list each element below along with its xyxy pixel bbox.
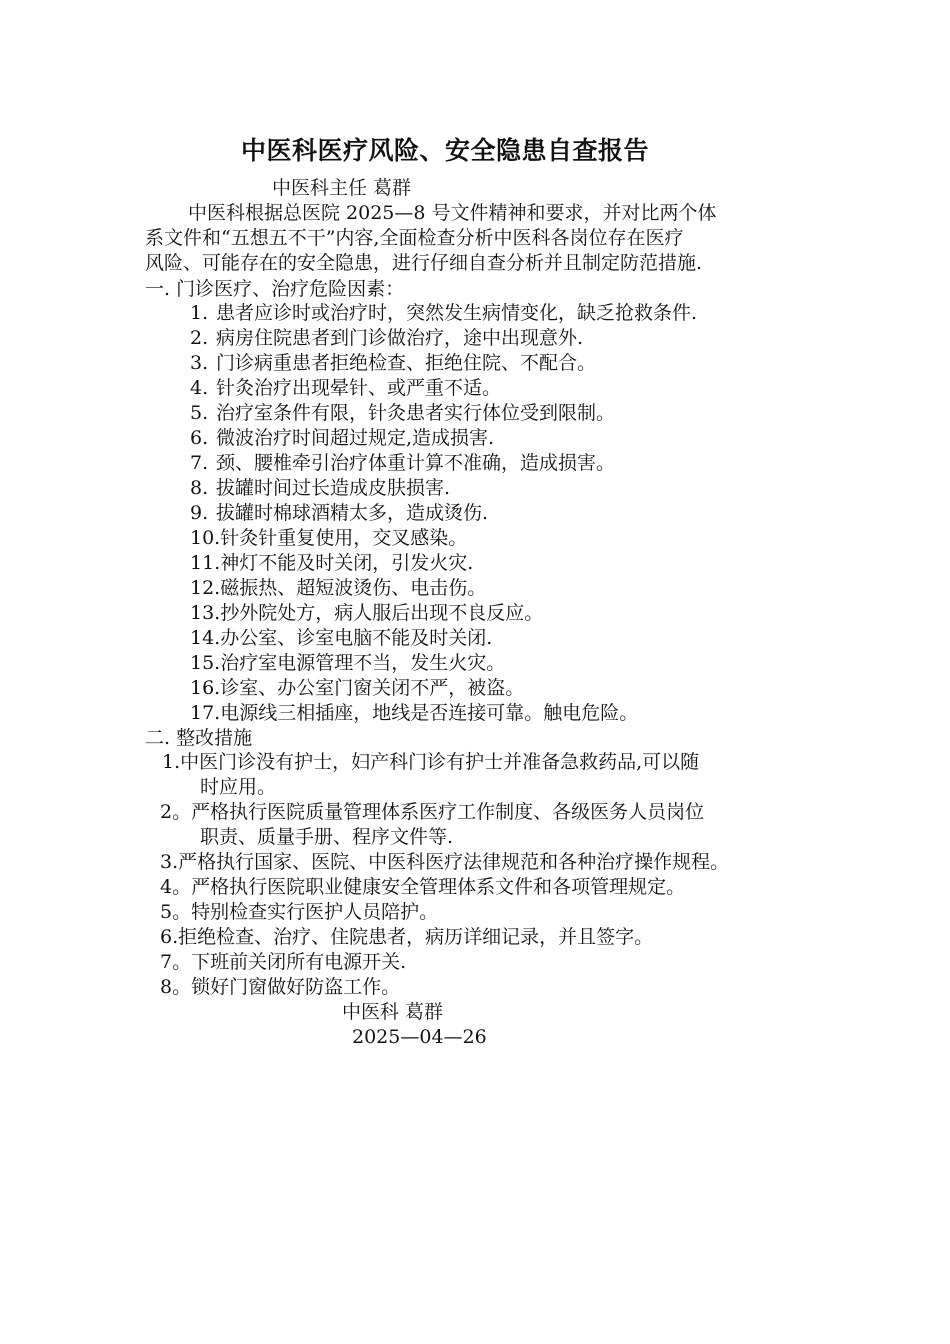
measure-item: 2。严格执行医院质量管理体系医疗工作制度、各级医务人员岗位 bbox=[160, 801, 705, 823]
risk-item bbox=[190, 450, 615, 476]
risk-item-number: 1. bbox=[190, 302, 209, 324]
signature-name: 中医科 葛群 bbox=[342, 1001, 444, 1023]
risk-item-number: 2. bbox=[190, 327, 209, 349]
measure-item: 8。锁好门窗做好防盗工作。 bbox=[160, 976, 401, 998]
risk-item-number: 7. bbox=[190, 452, 209, 474]
risk-item-number: 12. bbox=[190, 577, 221, 599]
risk-item-text: 门诊病重患者拒绝检查、拒绝住院、不配合。 bbox=[216, 352, 597, 374]
risk-item-number: 4. bbox=[190, 377, 209, 399]
measure-item-continuation: 职责、质量手册、程序文件等. bbox=[200, 826, 454, 848]
risk-item-number: 16. bbox=[190, 677, 221, 699]
risk-item bbox=[190, 575, 486, 601]
risk-item bbox=[190, 425, 494, 451]
risk-item-text: 针灸针重复使用，交叉感染。 bbox=[220, 527, 468, 549]
risk-item-number: 5. bbox=[190, 402, 209, 424]
measure-item: 5。特别检查实行医护人员陪护。 bbox=[160, 901, 439, 923]
risk-item bbox=[190, 400, 615, 426]
measure-item: 6.拒绝检查、治疗、住院患者，病历详细记录，并且签字。 bbox=[160, 926, 654, 948]
risk-item bbox=[190, 675, 524, 701]
section1-heading: 一. 门诊医疗、治疗危险因素： bbox=[145, 278, 405, 300]
risk-item-number: 17. bbox=[190, 702, 221, 724]
risk-item-text: 颈、腰椎牵引治疗体重计算不准确，造成损害。 bbox=[216, 452, 616, 474]
risk-item bbox=[190, 300, 697, 326]
risk-item-text: 拔罐时间过长造成皮肤损害. bbox=[216, 477, 451, 499]
intro-line-2: 系文件和“五想五不干”内容,全面检查分析中医科各岗位存在医疗 bbox=[145, 227, 684, 249]
risk-item-text: 治疗室条件有限，针灸患者实行体位受到限制。 bbox=[216, 402, 616, 424]
risk-item bbox=[190, 375, 501, 401]
section2-heading: 二. 整改措施 bbox=[145, 727, 253, 749]
risk-item-number: 9. bbox=[190, 502, 209, 524]
measure-item: 4。严格执行医院职业健康安全管理体系文件和各项管理规定。 bbox=[160, 876, 686, 898]
risk-item-text: 拔罐时棉球酒精太多，造成烫伤. bbox=[216, 502, 489, 524]
risk-item bbox=[190, 525, 467, 551]
risk-item bbox=[190, 500, 488, 526]
risk-item-number: 3. bbox=[190, 352, 209, 374]
risk-item bbox=[190, 475, 450, 501]
risk-item-text: 病房住院患者到门诊做治疗，途中出现意外. bbox=[216, 327, 584, 349]
risk-item-text: 磁振热、超短波烫伤、电击伤。 bbox=[220, 577, 487, 599]
risk-item-text: 办公室、诊室电脑不能及时关闭. bbox=[220, 627, 493, 649]
intro-line-1: 中医科根据总医院 2025—8 号文件精神和要求，并对比两个体 bbox=[188, 202, 717, 224]
risk-item-text: 患者应诊时或治疗时，突然发生病情变化，缺乏抢救条件. bbox=[216, 302, 698, 324]
signature-date: 2025—04—26 bbox=[352, 1026, 487, 1048]
risk-item-number: 6. bbox=[190, 427, 209, 449]
intro-line-3: 风险、可能存在的安全隐患，进行仔细自查分析并且制定防范措施. bbox=[145, 252, 703, 274]
document-title: 中医科医疗风险、安全隐患自查报告 bbox=[240, 136, 649, 165]
risk-item-number: 15. bbox=[190, 652, 221, 674]
risk-item bbox=[190, 700, 638, 726]
risk-item-text: 针灸治疗出现晕针、或严重不适。 bbox=[216, 377, 502, 399]
risk-item bbox=[190, 325, 583, 351]
risk-item bbox=[190, 350, 596, 376]
author-line: 中医科主任 葛群 bbox=[272, 177, 412, 199]
risk-item bbox=[190, 625, 492, 651]
measure-item: 3.严格执行国家、医院、中医科医疗法律规范和各种治疗操作规程。 bbox=[160, 851, 730, 873]
risk-item-text: 电源线三相插座，地线是否连接可靠。触电危险。 bbox=[220, 702, 639, 724]
risk-item-number: 13. bbox=[190, 602, 221, 624]
risk-item-text: 微波治疗时间超过规定,造成损害. bbox=[216, 427, 495, 449]
measure-item-continuation: 时应用。 bbox=[200, 776, 277, 798]
risk-item-number: 10. bbox=[190, 527, 221, 549]
risk-item-text: 抄外院处方，病人服后出现不良反应。 bbox=[220, 602, 544, 624]
risk-item-number: 14. bbox=[190, 627, 221, 649]
risk-item-number: 11. bbox=[190, 552, 221, 574]
measure-item: 1.中医门诊没有护士，妇产科门诊有护士并准备急救药品,可以随 bbox=[162, 751, 700, 773]
risk-item-number: 8. bbox=[190, 477, 209, 499]
risk-item-text: 治疗室电源管理不当，发生火灾。 bbox=[220, 652, 506, 674]
risk-item bbox=[190, 550, 473, 576]
risk-item bbox=[190, 600, 543, 626]
risk-item-text: 诊室、办公室门窗关闭不严，被盗。 bbox=[220, 677, 525, 699]
measure-item: 7。下班前关闭所有电源开关. bbox=[160, 951, 407, 973]
risk-item-text: 神灯不能及时关闭，引发火灾. bbox=[220, 552, 474, 574]
risk-item bbox=[190, 650, 505, 676]
